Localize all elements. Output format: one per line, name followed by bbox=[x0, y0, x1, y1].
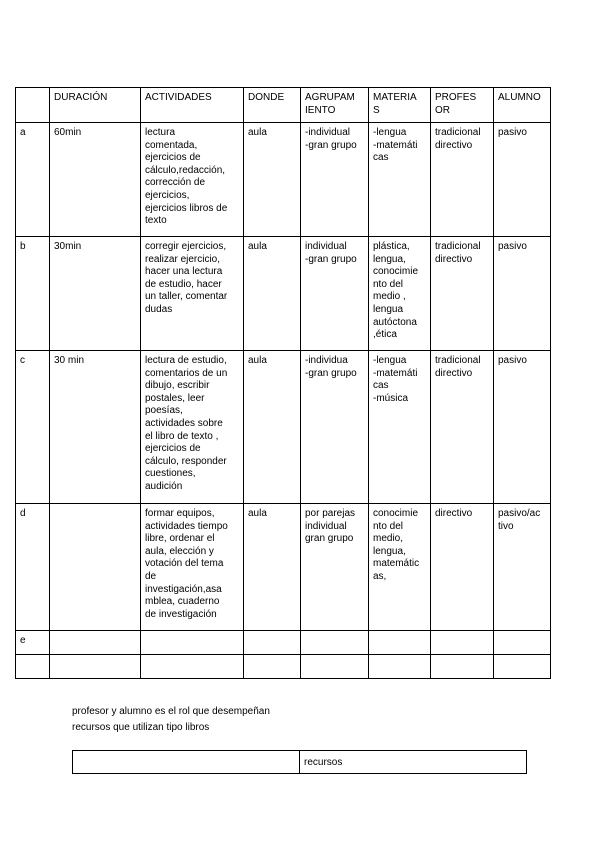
table-cell bbox=[494, 631, 551, 655]
table-cell: pasivo bbox=[494, 351, 551, 504]
table-header-cell: ACTIVIDADES bbox=[141, 88, 244, 123]
table-cell: a bbox=[16, 123, 50, 237]
table-cell bbox=[141, 631, 244, 655]
table-cell: lectura comentada, ejercicios de cálculo,redacción, corrección de ejercicios, ejercicios libros de texto bbox=[141, 123, 244, 237]
table-cell: corregir ejercicios, realizar ejercicio, hacer una lectura de estudio, hacer un taller, comentar dudas bbox=[141, 237, 244, 351]
table-cell bbox=[50, 655, 141, 679]
table-cell: directivo bbox=[431, 504, 494, 631]
table-cell bbox=[244, 631, 301, 655]
table-cell: recursos bbox=[300, 751, 527, 774]
table-cell: d bbox=[16, 504, 50, 631]
table-cell: pasivo/ac tivo bbox=[494, 504, 551, 631]
table-header-cell bbox=[16, 88, 50, 123]
table-row bbox=[16, 123, 551, 237]
table-header-cell: MATERIA S bbox=[369, 88, 431, 123]
table-cell bbox=[73, 751, 300, 774]
table-cell bbox=[50, 504, 141, 631]
table-cell: tradicional directivo bbox=[431, 237, 494, 351]
table-cell bbox=[494, 655, 551, 679]
table-cell bbox=[301, 631, 369, 655]
table-header-cell: DONDE bbox=[244, 88, 301, 123]
table-cell: -lengua -matemáti cas -música bbox=[369, 351, 431, 504]
table-cell: 30min bbox=[50, 237, 141, 351]
table-cell: por parejas individual gran grupo bbox=[301, 504, 369, 631]
table-cell bbox=[50, 631, 141, 655]
table-cell: conocimie nto del medio, lengua, matemátic as, bbox=[369, 504, 431, 631]
note-roles: profesor y alumno es el rol que desempeñan bbox=[72, 706, 270, 717]
table-cell: c bbox=[16, 351, 50, 504]
table-cell: -individua -gran grupo bbox=[301, 351, 369, 504]
table-cell: aula bbox=[244, 123, 301, 237]
table-cell bbox=[301, 655, 369, 679]
table-cell bbox=[431, 655, 494, 679]
table-cell bbox=[369, 655, 431, 679]
table-header-cell: PROFES OR bbox=[431, 88, 494, 123]
table-cell bbox=[369, 631, 431, 655]
table-cell: aula bbox=[244, 504, 301, 631]
table-header-cell: DURACIÓN bbox=[50, 88, 141, 123]
table-row bbox=[16, 237, 551, 351]
table-row bbox=[16, 351, 551, 504]
table-cell bbox=[244, 655, 301, 679]
table-row bbox=[16, 655, 551, 679]
table-header-row bbox=[16, 88, 551, 123]
table-cell: e bbox=[16, 631, 50, 655]
table-row bbox=[16, 631, 551, 655]
table-cell bbox=[16, 655, 50, 679]
table-header-cell: AGRUPAM IENTO bbox=[301, 88, 369, 123]
table-cell: 60min bbox=[50, 123, 141, 237]
table-cell: b bbox=[16, 237, 50, 351]
note-resources: recursos que utilizan tipo libros bbox=[72, 722, 210, 733]
table-cell: tradicional directivo bbox=[431, 123, 494, 237]
table-cell: pasivo bbox=[494, 237, 551, 351]
table-header-cell: ALUMNO bbox=[494, 88, 551, 123]
table-cell: formar equipos, actividades tiempo libre, ordenar el aula, elección y votación del tema de investigación,asa mblea, cuaderno de investigación bbox=[141, 504, 244, 631]
table-cell bbox=[431, 631, 494, 655]
planning-table bbox=[15, 87, 551, 679]
table-cell: individual -gran grupo bbox=[301, 237, 369, 351]
table-cell: -individual -gran grupo bbox=[301, 123, 369, 237]
table-cell: tradicional directivo bbox=[431, 351, 494, 504]
resources-table bbox=[72, 750, 527, 774]
table-cell: 30 min bbox=[50, 351, 141, 504]
table-row bbox=[16, 504, 551, 631]
table-cell bbox=[141, 655, 244, 679]
table-row bbox=[73, 751, 527, 774]
table-cell: -lengua -matemáti cas bbox=[369, 123, 431, 237]
table-cell: pasivo bbox=[494, 123, 551, 237]
table-cell: plástica, lengua, conocimie nto del medio , lengua autóctona ,ética bbox=[369, 237, 431, 351]
table-cell: lectura de estudio, comentarios de un dibujo, escribir postales, leer poesías, actividades sobre el libro de texto , ejercicios de cálculo, responder cuestiones, audición bbox=[141, 351, 244, 504]
table-cell: aula bbox=[244, 237, 301, 351]
table-cell: aula bbox=[244, 351, 301, 504]
